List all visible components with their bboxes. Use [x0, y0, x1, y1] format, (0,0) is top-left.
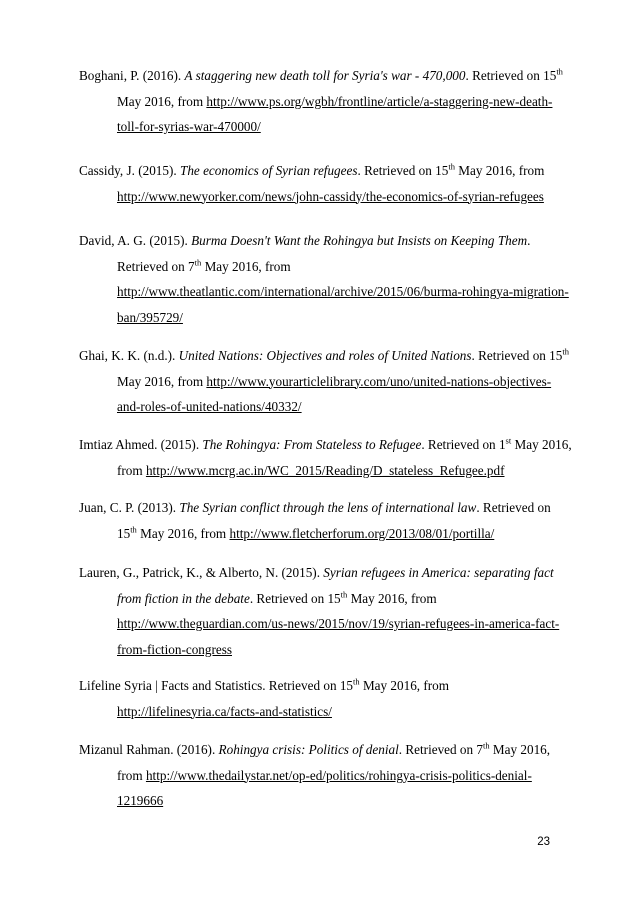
reference-day: 15 — [117, 525, 131, 541]
reference-title: A staggering new death toll for Syria's war - 470,000 — [184, 68, 466, 83]
reference-title: The Rohingya: From Stateless to Refugee — [202, 437, 422, 452]
ordinal-suffix: th — [130, 524, 137, 535]
reference-entry — [79, 158, 563, 209]
reference-date-text: May 2016, from — [117, 93, 207, 109]
reference-author: Cassidy, J. (2015). — [79, 163, 177, 178]
reference-link[interactable]: http://www.theguardian.com/us-news/2015/nov/19/syrian-refugees-in-america-fact- — [117, 616, 560, 631]
reference-author: David, A. G. (2015). — [79, 233, 188, 248]
reference-date-text: May 2016, — [489, 742, 551, 757]
reference-title: Syrian refugees in America: separating fact — [323, 565, 554, 580]
reference-retrieved: . Retrieved on 15 — [249, 590, 341, 606]
reference-entry — [79, 432, 572, 483]
reference-link[interactable]: toll-for-syrias-war-470000/ — [117, 119, 261, 134]
ordinal-suffix: th — [353, 676, 360, 687]
reference-link[interactable]: http://www.ps.org/wgbh/frontline/article/a-staggering-new-death- — [206, 93, 553, 109]
reference-from-text: from — [117, 767, 146, 783]
reference-title: The economics of Syrian refugees — [179, 163, 358, 178]
reference-entry — [79, 63, 563, 140]
reference-author: Ghai, K. K. (n.d.). — [79, 348, 176, 363]
ordinal-suffix: th — [448, 161, 455, 172]
reference-author: Lifeline Syria | Facts and Statistics. — [79, 678, 266, 693]
reference-author: Mizanul Rahman. (2016). — [79, 742, 216, 757]
reference-retrieved: . Retrieved on 7 — [398, 742, 483, 757]
reference-link[interactable]: http://www.theatlantic.com/international/archive/2015/06/burma-rohingya-migration- — [117, 284, 569, 299]
reference-date-text: May 2016, — [511, 437, 572, 452]
ordinal-suffix: th — [556, 66, 563, 77]
reference-link[interactable]: ban/395729/ — [117, 309, 183, 325]
reference-title: United Nations: Objectives and roles of United Nations — [178, 348, 472, 363]
reference-title: Rohingya crisis: Politics of denial — [218, 742, 399, 757]
reference-date-text: May 2016, from — [454, 163, 545, 178]
reference-link[interactable]: http://www.yourarticlelibrary.com/uno/united-nations-objectives- — [206, 373, 552, 389]
reference-retrieved: . Retrieved on 1 — [421, 437, 506, 452]
ordinal-suffix: th — [340, 589, 348, 600]
reference-retrieved: . Retrieved on 15 — [357, 163, 449, 178]
reference-entry — [79, 343, 569, 420]
reference-retrieved: Retrieved on 7 — [117, 258, 195, 274]
reference-title: from fiction in the debate — [117, 590, 250, 606]
reference-entry — [79, 560, 563, 662]
reference-entry — [79, 228, 569, 330]
reference-retrieved: . Retrieved on 15 — [465, 68, 557, 83]
reference-date-text: May 2016, from — [359, 678, 450, 693]
reference-date-text: May 2016, from — [347, 590, 437, 606]
reference-date-text: May 2016, from — [136, 525, 230, 541]
reference-link[interactable]: http://www.newyorker.com/news/john-cassidy/the-economics-of-syrian-refugees — [117, 188, 544, 204]
reference-author: Boghani, P. (2016). — [79, 68, 182, 83]
ordinal-suffix: th — [194, 257, 202, 268]
reference-author: Imtiaz Ahmed. (2015). — [79, 437, 200, 452]
reference-retrieved: . Retrieved on — [476, 500, 551, 515]
reference-date-text: May 2016, from — [117, 373, 207, 389]
reference-link[interactable]: and-roles-of-united-nations/40332/ — [117, 399, 302, 414]
reference-link[interactable]: http://www.mcrg.ac.in/WC_2015/Reading/D_stateless_Refugee.pdf — [145, 462, 505, 478]
reference-link[interactable]: http://lifelinesyria.ca/facts-and-statistics/ — [117, 703, 332, 719]
reference-date-text: May 2016, from — [201, 258, 291, 274]
reference-entry — [79, 737, 563, 814]
page-number: 23 — [537, 836, 550, 848]
ordinal-suffix: th — [483, 740, 490, 751]
reference-title: Burma Doesn't Want the Rohingya but Insists on Keeping Them — [191, 233, 528, 248]
ordinal-suffix: st — [505, 435, 512, 446]
reference-author: Lauren, G., Patrick, K., & Alberto, N. (2015). — [79, 565, 320, 580]
reference-link[interactable]: http://www.fletcherforum.org/2013/08/01/portilla/ — [229, 525, 495, 541]
reference-entry — [79, 673, 563, 724]
reference-title-period: . — [527, 233, 531, 248]
reference-link[interactable]: from-fiction-congress — [117, 641, 232, 657]
reference-from-text: from — [117, 462, 146, 478]
reference-author: Juan, C. P. (2013). — [79, 500, 177, 515]
ordinal-suffix: th — [562, 346, 569, 357]
reference-link[interactable]: http://www.thedailystar.net/op-ed/politics/rohingya-crisis-politics-denial- — [145, 767, 532, 783]
reference-retrieved: . Retrieved on 15 — [471, 348, 563, 363]
reference-retrieved: Retrieved on 15 — [265, 678, 354, 693]
reference-entry — [79, 495, 563, 546]
reference-title: The Syrian conflict through the lens of international law — [179, 500, 477, 515]
reference-link[interactable]: 1219666 — [117, 793, 164, 808]
